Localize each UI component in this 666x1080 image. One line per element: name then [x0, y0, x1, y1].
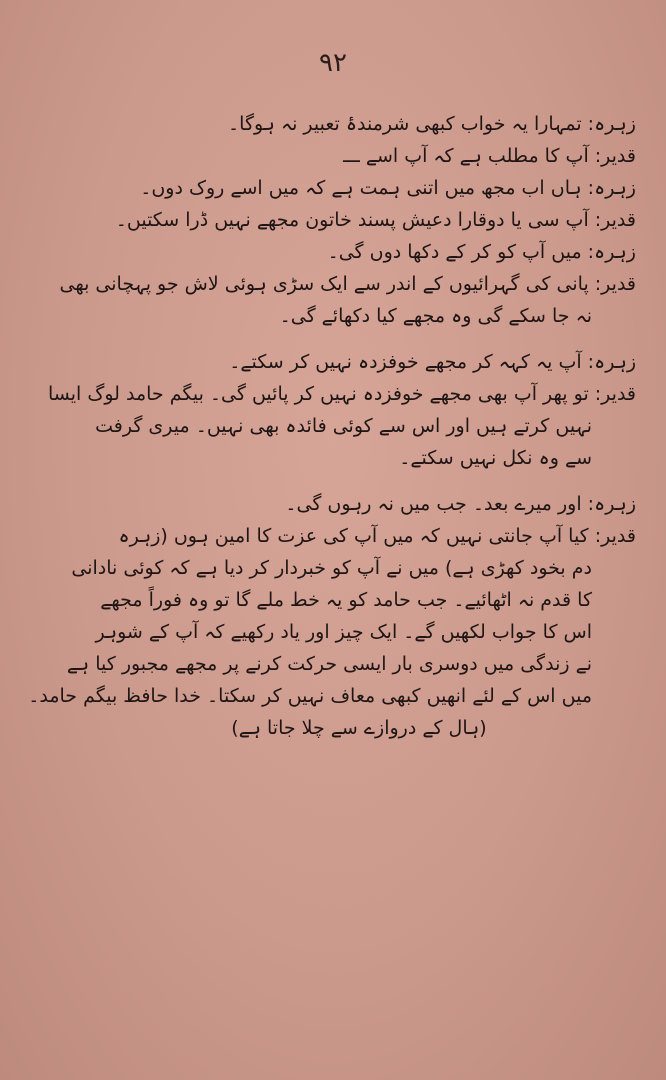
text-line: نے زندگی میں دوسری بار ایسی حرکت کرنے پر مجھے مجبور کیا ہے: [66, 653, 592, 675]
text-line: زہرہ: ہاں اب مجھ میں اتنی ہمت ہے کہ میں اسے روک دوں۔: [140, 177, 636, 199]
text-line: (ہال کے دروازے سے چلا جاتا ہے): [231, 717, 487, 739]
text-line: نہ جا سکے گی وہ مجھے کیا دکھائے گی۔: [279, 305, 592, 327]
text-line: قدیر: آپ کا مطلب ہے کہ آپ اسے ـــ: [343, 145, 636, 167]
page-number: ۹۲: [319, 48, 347, 78]
text-line: نہیں کرتے ہیں اور اس سے کوئی فائدہ بھی نہیں۔ میری گرفت: [95, 415, 592, 437]
text-line: سے وہ نکل نہیں سکتے۔: [399, 447, 592, 469]
text-line: کا قدم نہ اٹھائیے۔ جب حامد کو یہ خط ملے گا تو وہ فوراً مجھے: [100, 589, 592, 611]
text-line: زہرہ: تمہارا یہ خواب کبھی شرمندۂ تعبیر نہ ہوگا۔: [228, 113, 636, 135]
text-line: زہرہ: میں آپ کو کر کے دکھا دوں گی۔: [327, 241, 636, 263]
text-line: قدیر: تو پھر آپ بھی مجھے خوفزدہ نہیں کر پائیں گی۔ بیگم حامد لوگ ایسا: [48, 383, 636, 405]
text-line: قدیر: کیا آپ جانتی نہیں کہ میں آپ کی عزت کا امین ہوں (زہرہ: [118, 525, 636, 547]
text-line: زہرہ: اور میرے بعد۔ جب میں نہ رہوں گی۔: [285, 493, 636, 515]
text-line: اس کا جواب لکھیں گے۔ ایک چیز اور یاد رکھیے کہ آپ کے شوہر: [95, 621, 592, 643]
text-line: قدیر: آپ سی یا دوقارا دعیش پسند خاتون مجھے نہیں ڈرا سکتیں۔: [115, 209, 636, 231]
text-line: دم بخود کھڑی ہے) میں نے آپ کو خبردار کر دیا ہے کہ کوئی نادانی: [71, 557, 592, 579]
text-line: قدیر: پانی کی گہرائیوں کے اندر سے ایک سڑی ہوئی لاش جو پہچانی بھی: [59, 273, 636, 295]
text-line: میں اس کے لئے انھیں کبھی معاف نہیں کر سکتا۔ خدا حافظ بیگم حامد۔: [28, 685, 592, 707]
text-line: زہرہ: آپ یہ کہہ کر مجھے خوفزدہ نہیں کر سکتے۔: [229, 351, 636, 373]
dialogue-text: [22, 108, 636, 744]
